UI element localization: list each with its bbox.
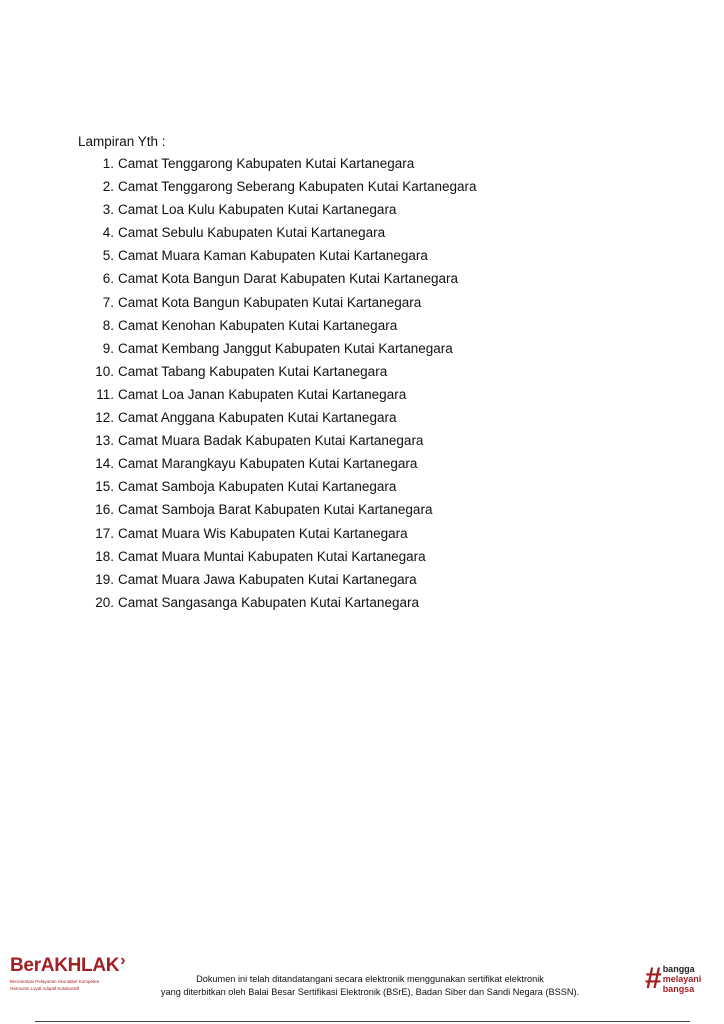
item-text: Camat Loa Kulu Kabupaten Kutai Kartanegara <box>118 202 397 218</box>
brand-tagline: Berorientasi Pelayanan Akuntabel Kompeten <box>10 979 100 984</box>
item-text: Camat Sangasanga Kabupaten Kutai Kartanegara <box>118 594 419 610</box>
attachment-heading: Lampiran Yth : <box>78 134 166 149</box>
item-number: 1. <box>102 156 114 171</box>
list-item <box>78 526 477 549</box>
brand-tagline: Harmonis Loyal Adaptif Kolaboratif <box>10 986 80 991</box>
list-item <box>78 225 477 248</box>
item-text: Camat Anggana Kabupaten Kutai Kartanegara <box>118 410 397 426</box>
list-item <box>78 179 477 202</box>
list-item <box>78 271 477 294</box>
list-item <box>78 341 477 364</box>
item-text: Camat Muara Muntai Kabupaten Kutai Kartanegara <box>118 548 426 564</box>
list-item <box>78 318 477 341</box>
item-text: Camat Kota Bangun Darat Kabupaten Kutai Kartanegara <box>118 271 458 287</box>
item-number: 7. <box>102 294 114 310</box>
item-text: Camat Samboja Kabupaten Kutai Kartanegara <box>118 479 397 495</box>
item-number: 8. <box>102 317 114 333</box>
item-text: Camat Tenggarong Kabupaten Kutai Kartanegara <box>118 156 415 171</box>
list-item <box>78 295 477 318</box>
item-text: Camat Marangkayu Kabupaten Kutai Kartanegara <box>118 456 418 472</box>
item-number: 11. <box>96 386 114 402</box>
item-text: Camat Samboja Barat Kabupaten Kutai Kartanegara <box>118 502 433 518</box>
item-number: 19. <box>95 571 114 587</box>
footer-divider <box>35 1021 690 1022</box>
item-text: Camat Loa Janan Kabupaten Kutai Kartanegara <box>118 386 407 402</box>
brand-name: BerAKHLAK <box>10 955 120 976</box>
item-number: 14. <box>95 456 114 472</box>
item-number: 15. <box>95 479 114 495</box>
item-number: 18. <box>95 548 114 564</box>
list-item <box>78 202 477 225</box>
item-text: Camat Tabang Kabupaten Kutai Kartanegara <box>118 363 388 379</box>
item-number: 9. <box>102 340 114 356</box>
item-text: Camat Kota Bangun Kabupaten Kutai Kartanegara <box>118 294 422 310</box>
item-number: 17. <box>95 525 114 541</box>
bangga-melayani-bangsa-logo: # bangga melayani bangsa <box>645 962 702 995</box>
hashtag-icon: # <box>645 962 662 995</box>
item-text: Camat Sebulu Kabupaten Kutai Kartanegara <box>118 225 386 241</box>
e-signature-notice: Dokumen ini telah ditandatangani secara elektronik menggunakan sertifikat elektronik yang diterbitkan oleh Balai Besar Sertifikasi Elektronik (BSrE), Badan Siber dan Sandi Negara (BSSN). <box>160 974 580 997</box>
item-text: Camat Muara Wis Kabupaten Kutai Kartanegara <box>118 525 408 541</box>
item-text: Camat Kembang Janggut Kabupaten Kutai Kartanegara <box>118 340 453 356</box>
list-item <box>78 479 477 502</box>
item-number: 10. <box>95 363 114 379</box>
item-number: 3. <box>102 202 114 218</box>
list-item <box>78 502 477 525</box>
list-item <box>78 387 477 410</box>
chevron-icon: › <box>120 952 126 969</box>
item-number: 5. <box>102 248 114 264</box>
list-item <box>78 549 477 572</box>
list-item <box>78 572 477 595</box>
list-item <box>78 364 477 387</box>
item-number: 4. <box>102 225 114 241</box>
list-item <box>78 433 477 456</box>
berakhlak-logo <box>10 950 135 992</box>
list-item <box>78 410 477 433</box>
item-number: 6. <box>102 271 114 287</box>
item-text: Camat Kenohan Kabupaten Kutai Kartanegara <box>118 317 398 333</box>
list-item <box>78 156 477 179</box>
list-item <box>78 248 477 271</box>
recipient-list <box>78 156 477 618</box>
item-text: Camat Muara Kaman Kabupaten Kutai Kartanegara <box>118 248 428 264</box>
list-item <box>78 595 477 618</box>
item-number: 12. <box>95 410 114 426</box>
item-number: 2. <box>102 179 114 195</box>
item-text: Camat Muara Badak Kabupaten Kutai Kartanegara <box>118 433 424 449</box>
list-item <box>78 456 477 479</box>
item-number: 16. <box>95 502 114 518</box>
item-number: 20. <box>95 594 114 610</box>
item-text: Camat Muara Jawa Kabupaten Kutai Kartanegara <box>118 571 417 587</box>
item-text: Camat Tenggarong Seberang Kabupaten Kutai Kartanegara <box>118 179 477 195</box>
item-number: 13. <box>95 433 114 449</box>
